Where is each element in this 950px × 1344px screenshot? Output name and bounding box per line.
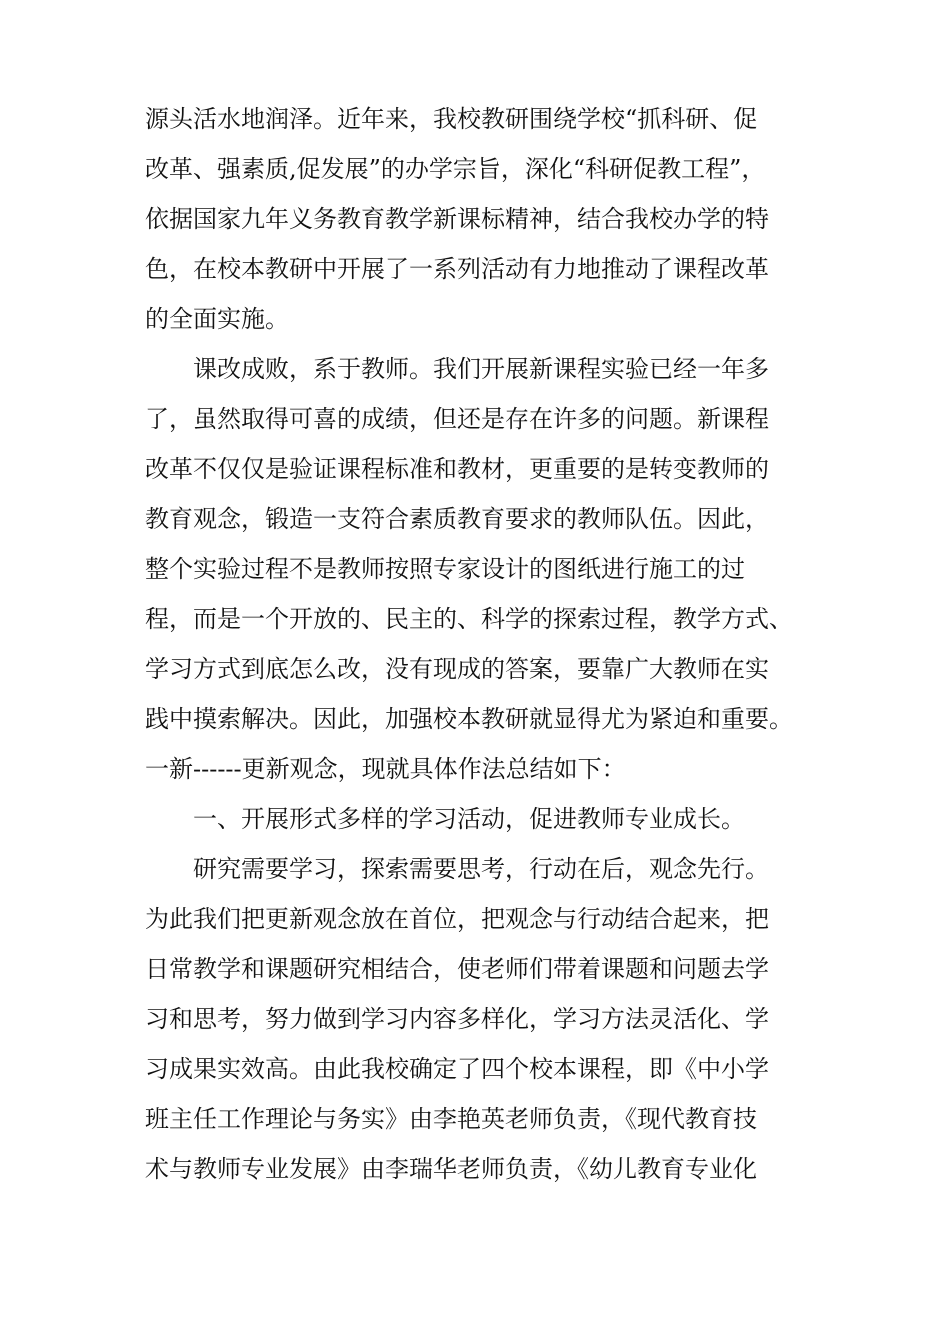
text-line: 学习方式到底怎么改，没有现成的答案，要靠广大教师在实 bbox=[145, 655, 769, 683]
paragraph-start-line: 课改成败，系于教师。我们开展新课程实验已经一年多 bbox=[193, 355, 769, 383]
text-line: 的全面实施。 bbox=[145, 305, 289, 333]
body-text bbox=[145, 94, 810, 1194]
text-line: 改革不仅仅是验证课程标准和教材，更重要的是转变教师的 bbox=[145, 455, 769, 483]
text-line: 一新------更新观念，现就具体作法总结如下： bbox=[145, 755, 626, 783]
text-line: 习成果实效高。由此我校确定了四个校本课程，即《中小学 bbox=[145, 1055, 769, 1083]
text-line: 日常教学和课题研究相结合，使老师们带着课题和问题去学 bbox=[145, 955, 769, 983]
text-line: 习和思考，努力做到学习内容多样化，学习方法灵活化、学 bbox=[145, 1005, 769, 1033]
text-line: 术与教师专业发展》由李瑞华老师负责，《幼儿教育专业化 bbox=[145, 1155, 757, 1183]
text-line: 程，而是一个开放的、民主的、科学的探索过程，教学方式、 bbox=[145, 605, 793, 633]
text-line: 色，在校本教研中开展了一系列活动有力地推动了课程改革 bbox=[145, 255, 769, 283]
text-line: 班主任工作理论与务实》由李艳英老师负责，《现代教育技 bbox=[145, 1105, 757, 1133]
text-line: 整个实验过程不是教师按照专家设计的图纸进行施工的过 bbox=[145, 555, 745, 583]
text-line: 为此我们把更新观念放在首位，把观念与行动结合起来，把 bbox=[145, 905, 769, 933]
paragraph-start-line: 研究需要学习，探索需要思考，行动在后，观念先行。 bbox=[193, 855, 769, 883]
text-line: 改革、强素质,促发展”的办学宗旨，深化“科研促教工程”， bbox=[145, 155, 766, 183]
text-line: 教育观念，锻造一支符合素质教育要求的教师队伍。因此， bbox=[145, 505, 769, 533]
text-line: 源头活水地润泽。近年来，我校教研围绕学校“抓科研、促 bbox=[145, 105, 758, 133]
text-line: 了，虽然取得可喜的成绩，但还是存在许多的问题。新课程 bbox=[145, 405, 769, 433]
text-line: 践中摸索解决。因此，加强校本教研就显得尤为紧迫和重要。 bbox=[145, 705, 793, 733]
section-heading: 一、开展形式多样的学习活动，促进教师专业成长。 bbox=[193, 805, 745, 833]
text-line: 依据国家九年义务教育教学新课标精神，结合我校办学的特 bbox=[145, 205, 769, 233]
